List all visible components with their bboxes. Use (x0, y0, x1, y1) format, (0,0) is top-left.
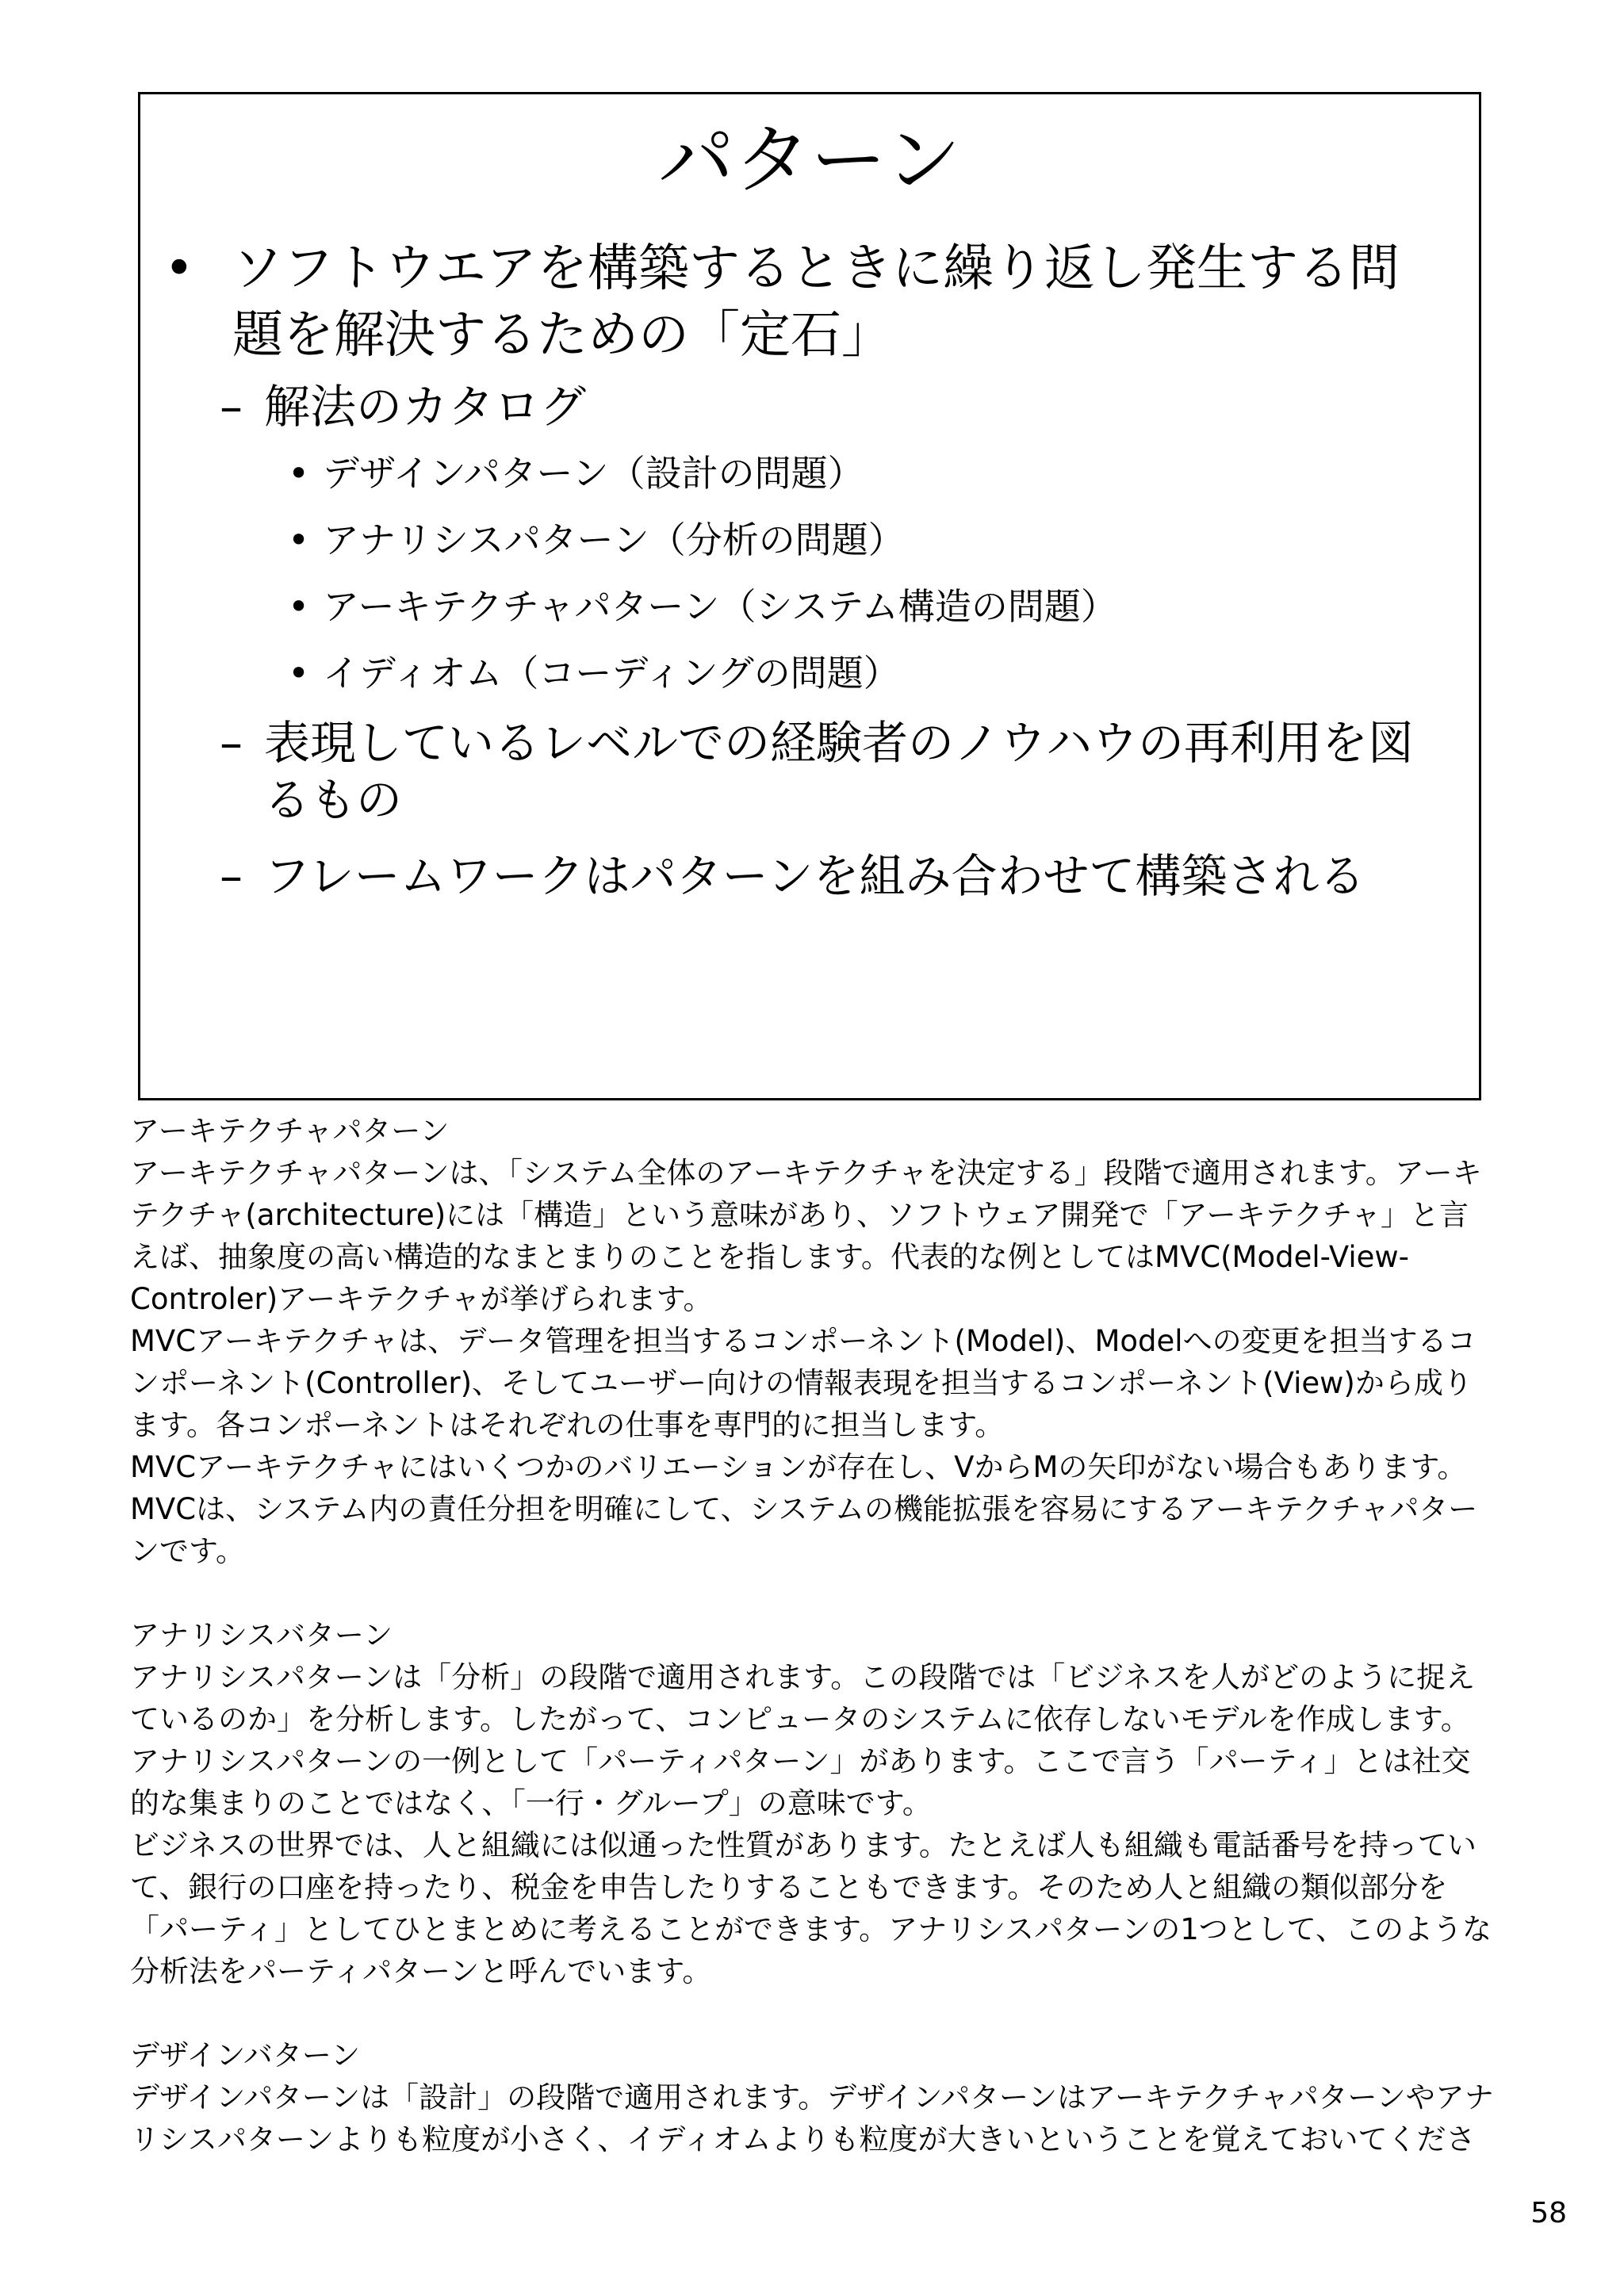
notes-spacer (130, 1992, 1494, 2034)
notes-paragraph: MVCアーキテクチャは、データ管理を担当するコンポーネント(Model)、Modelへの変更を担当するコンポーネント(Controller)、そしてユーザー向けの情報表現を担当するコンポーネント(View)から成ります。各コンポーネントはそれぞれの仕事を専門的に担当します。 (130, 1324, 1477, 1442)
notes-heading-design: デザインバターン (130, 2038, 361, 2072)
catalog-item (288, 648, 1446, 698)
catalog-item-text: デザインパターン（設計の問題） (323, 452, 864, 495)
notes-paragraph: ビジネスの世界では、人と組織には似通った性質があります。たとえば人も組織も電話番号を持っていて、銀行の口座を持ったり、税金を申告したりすることもできます。そのため人と組織の類似部分を「パーティ」としてひとまとめに考えることができます。アナリシスパターンの1つとして、このような分析法をパーティパターンと呼んでいます。 (130, 1828, 1492, 1988)
sub-bullet-marker: • (288, 519, 310, 561)
dash-marker: – (220, 716, 243, 770)
notes-spacer (130, 1572, 1494, 1614)
sub-bullet-marker: • (288, 652, 310, 695)
notes-paragraph: アナリシスパターンは「分析」の段階で適用されます。この段階では「ビジネスを人がどのように捉えているのか」を分析します。したがって、コンピュータのシステムに依存しないモデルを作成します。アナリシスパターンの一例として「パーティパターン」があります。ここで言う「パーティ」とは社交的な集まりのことではなく、「一行・グループ」の意味です。 (130, 1660, 1476, 1820)
bullet-marker: • (164, 239, 194, 298)
sub-bullet-reuse (220, 714, 1417, 828)
dash-marker: – (220, 849, 243, 903)
notes-paragraph: アーキテクチャパターンは、「システム全体のアーキテクチャを決定する」段階で適用されます。アーキテクチャ(architecture)には「構造」という意味があり、ソフトウェア開発で「アーキテクチャ」と言えば、抽象度の高い構造的なまとまりのことを指します。代表的な例としてはMVC(Model-View-Controler)アーキテクチャが挙げられます。 (130, 1156, 1482, 1316)
sub-bullet-marker: • (288, 585, 310, 628)
notes-paragraph: デザインパターンは「設計」の段階で適用されます。デザインパターンはアーキテクチャパターンやアナリシスパターンよりも粒度が小さく、イディオムよりも粒度が大きいということを覚えておいてくださ (130, 2080, 1494, 2156)
notes-paragraph: MVCアーキテクチャにはいくつかのバリエーションが存在し、VからMの矢印がない場合もあります。MVCは、システム内の責任分担を明確にして、システムの機能拡張を容易にするアーキテクチャパターンです。 (130, 1450, 1478, 1568)
catalog-item (288, 515, 1446, 565)
sub-bullet-framework (220, 848, 1457, 905)
sub-bullet-marker: • (288, 452, 310, 495)
sub-bullet-catalog (220, 378, 1457, 435)
main-bullet (164, 235, 1449, 369)
speaker-notes (130, 1110, 1494, 2160)
sub-bullet-reuse-text: 表現しているレベルでの経験者のノウハウの再利用を図るもの (264, 716, 1415, 827)
catalog-item (288, 448, 1446, 499)
sub-bullet-catalog-text: 解法のカタログ (264, 380, 587, 434)
catalog-item-text: アーキテクチャパターン（システム構造の問題） (323, 585, 1117, 628)
slide-title: パターン (657, 116, 962, 205)
dash-marker: – (220, 380, 243, 434)
notes-heading-architecture: アーキテクチャパターン (130, 1114, 450, 1148)
slide-frame (138, 92, 1481, 1100)
catalog-item-text: アナリシスパターン（分析の問題） (323, 519, 905, 561)
catalog-item (288, 581, 1446, 632)
notes-heading-analysis: アナリシスバターン (130, 1618, 393, 1652)
sub-bullet-framework-text: フレームワークはパターンを組み合わせて構築される (264, 849, 1365, 903)
catalog-item-text: イディオム（コーディングの問題） (323, 652, 900, 695)
page-number: 58 (1530, 2197, 1567, 2229)
main-bullet-text: ソフトウエアを構築するときに繰り返し発生する問題を解決するための「定石」 (232, 239, 1400, 365)
